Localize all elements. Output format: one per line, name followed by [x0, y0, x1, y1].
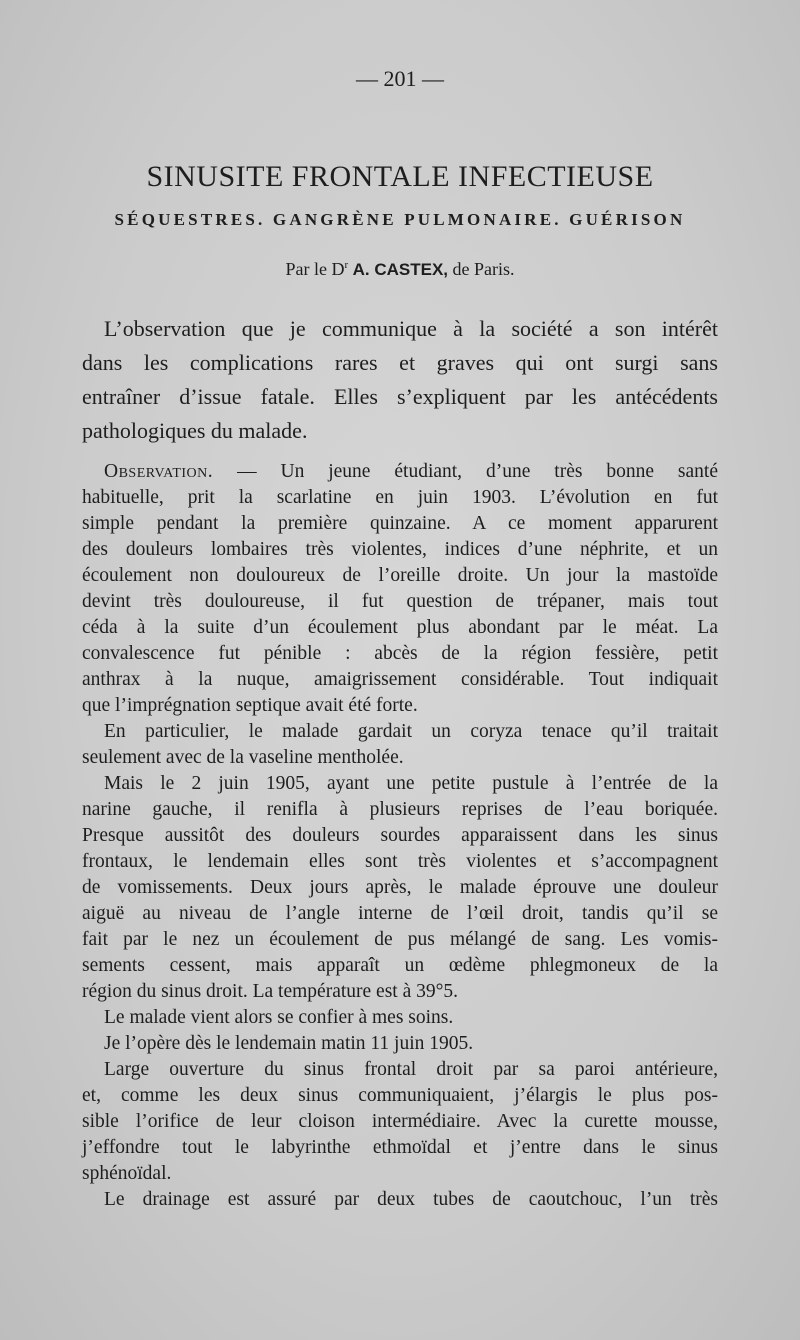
text-line — [82, 459, 718, 485]
article-subtitle: SÉQUESTRES. GANGRÈNE PULMONAIRE. GUÉRISON — [114, 210, 686, 229]
byline-prefix: Par le D — [285, 259, 345, 279]
text-line: simple pendant la première quinzaine. A ce moment apparurent — [82, 513, 718, 534]
text-line: convalescence fut pénible : abcès de la région fessière, petit — [82, 643, 718, 664]
text-line: fait par le nez un écoulement de pus mélangé de sang. Les vomis- — [82, 929, 718, 950]
text-line: sphénoïdal. — [82, 1163, 172, 1184]
text-line: écoulement non douloureux de l’oreille droite. Un jour la mastoïde — [82, 565, 718, 586]
text-line: Le drainage est assuré par deux tubes de caoutchouc, l’un très — [104, 1189, 718, 1210]
text-line: j’effondre tout le labyrinthe ethmoïdal et j’entre dans le sinus — [82, 1137, 718, 1158]
text-line: frontaux, le lendemain elles sont très violentes et s’accompagnent — [82, 851, 718, 872]
text-line: narine gauche, il renifla à plusieurs reprises de l’eau boriquée. — [82, 799, 718, 820]
byline — [0, 259, 800, 280]
text-line: habituelle, prit la scarlatine en juin 1903. L’évolution en fut — [82, 487, 718, 508]
text-line: En particulier, le malade gardait un coryza tenace qu’il traitait — [104, 721, 718, 742]
page-number: — 201 — — [356, 66, 444, 91]
text-line: des douleurs lombaires très violentes, indices d’une néphrite, et un — [82, 539, 718, 560]
text-line: Mais le 2 juin 1905, ayant une petite pustule à l’entrée de la — [104, 773, 718, 794]
text-line: Le malade vient alors se confier à mes soins. — [104, 1007, 454, 1028]
observation-first-line: — Un jeune étudiant, d’une très bonne santé — [213, 461, 718, 482]
byline-suffix: de Paris. — [452, 259, 515, 279]
text-line: entraîner d’issue fatale. Elles s’expliquent par les antécédents — [82, 384, 718, 409]
text-line: seulement avec de la vaseline mentholée. — [82, 747, 404, 768]
text-line: et, comme les deux sinus communiquaient, j’élargis le plus pos- — [82, 1085, 718, 1106]
text-line: Large ouverture du sinus frontal droit par sa paroi antérieure, — [104, 1059, 718, 1080]
text-line: L’observation que je communique à la société a son intérêt — [104, 316, 718, 341]
text-line: sible l’orifice de leur cloison intermédiaire. Avec la curette mousse, — [82, 1111, 718, 1132]
text-line: Je l’opère dès le lendemain matin 11 juin 1905. — [104, 1033, 474, 1054]
text-line: pathologiques du malade. — [82, 418, 308, 443]
text-line: de vomissements. Deux jours après, le malade éprouve une douleur — [82, 877, 718, 898]
byline-sup: r — [344, 259, 349, 271]
text-line: région du sinus droit. La température est à 39°5. — [82, 981, 459, 1002]
observation-body — [82, 459, 718, 1213]
text-line: Presque aussitôt des douleurs sourdes apparaissent dans les sinus — [82, 825, 718, 846]
text-line: aiguë au niveau de l’angle interne de l’œil droit, tandis qu’il se — [82, 903, 718, 924]
text-line: devint très douloureuse, il fut question de trépaner, mais tout — [82, 591, 718, 612]
observation-label: Observation. — [104, 461, 214, 482]
intro-paragraph — [82, 312, 718, 448]
article-title: SINUSITE FRONTALE INFECTIEUSE — [146, 160, 654, 193]
text-line: dans les complications rares et graves qui ont surgi sans — [82, 350, 718, 375]
author-name: A. CASTEX, — [352, 260, 449, 279]
text-line: anthrax à la nuque, amaigrissement considérable. Tout indiquait — [82, 669, 718, 690]
text-line: que l’imprégnation septique avait été forte. — [82, 695, 418, 716]
text-line: céda à la suite d’un écoulement plus abondant par le méat. La — [82, 617, 718, 638]
text-line: sements cessent, mais apparaît un œdème phlegmoneux de la — [82, 955, 718, 976]
